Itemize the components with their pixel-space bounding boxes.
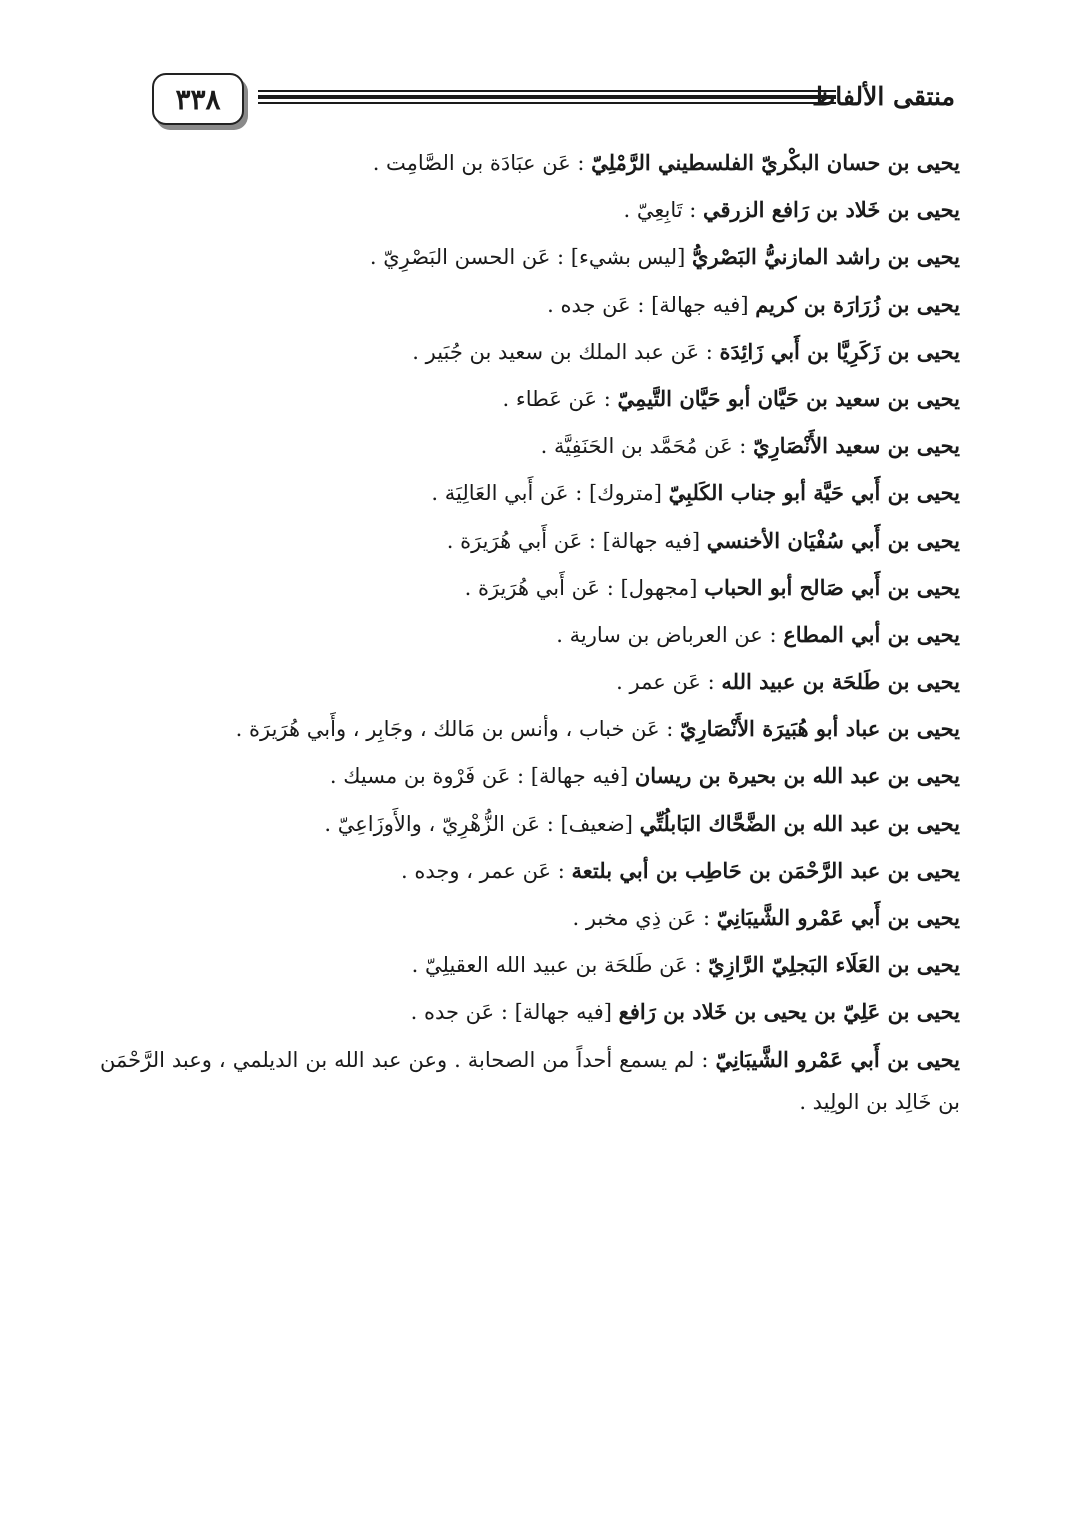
narrator-entry: [100, 195, 960, 225]
narrator-details: : عَن عبَادَة بن الصَّامِت .: [372, 151, 592, 175]
narrator-details: [فيه جهالة] : عَن أَبي هُرَيرَة .: [446, 528, 707, 553]
narrator-name: يحيى بن عبد الله بن الضَّحَّاك البَابلُتِّي: [639, 810, 960, 836]
narrator-details: [فيه جهالة] : عَن فَرْوة بن مسيك .: [329, 764, 635, 789]
narrator-entry: [100, 667, 960, 697]
narrator-name: يحيى بن خَلاد بن رَافع الزرقي: [702, 197, 960, 223]
narrator-entry: [100, 148, 960, 178]
rule-line-top: [258, 90, 836, 92]
narrator-name: يحيى بن عبد الله بن بحيرة بن ريسان: [634, 763, 960, 789]
narrator-name: يحيى بن زَكَرِيَّا بن أَبي زَائِدَة: [719, 338, 960, 364]
narrator-name: يحيى بن زُرَارَة بن كريم: [755, 291, 960, 317]
book-title: منتقى الألفاظ: [812, 82, 955, 111]
narrator-entry: [100, 950, 960, 980]
narrator-details: : عَن عبد الملك بن سعيد بن جُبَير .: [412, 339, 720, 364]
narrator-name: يحيى بن راشد المازنيُّ البَصْريُّ: [692, 244, 960, 270]
narrator-details: [متروك] : عَن أَبي العَالِيَة .: [431, 481, 669, 506]
narrator-entry: [100, 384, 960, 414]
narrator-name: يحيى بن حسان البكْريّ الفلسطيني الرَّمْلِيّ: [591, 150, 960, 175]
narrator-entry: [100, 337, 960, 367]
narrator-name: يحيى بن أَبي عَمْرو الشَّيبَانِيّ: [716, 905, 960, 930]
narrator-entry: [100, 856, 960, 886]
header-rule-divider: [258, 90, 836, 106]
narrator-details: [مجهول] : عَن أَبي هُرَيرَة .: [464, 575, 705, 600]
narrator-entry: [100, 478, 960, 508]
page-number: [152, 73, 244, 125]
rule-line-bottom: [258, 102, 836, 104]
narrator-name: يحيى بن أَبي صَالح أبو الحباب: [704, 574, 960, 600]
narrator-entry: [100, 242, 960, 272]
narrator-details: : عَن مُحَمَّد بن الحَنَفِيَّة .: [540, 434, 754, 459]
narrator-details: [فيه جهالة] : عَن جده .: [410, 1000, 619, 1025]
narrator-details: : عن العرباض بن سارية .: [556, 622, 784, 647]
narrator-name: يحيى بن عبد الرَّحْمَن بن حَاطِب بن أبي بلتعة: [571, 857, 960, 883]
narrator-name: يحيى بن طَلحَة بن عبيد الله: [721, 669, 960, 695]
narrator-details: : لم يسمع أحداً من الصحابة . وعن عبد الله بن الديلمي ، وعبد الرَّحْمَن بن خَالِد بن الولِيد .: [100, 1047, 960, 1114]
narrator-details: : تَابِعِيّ .: [623, 198, 703, 223]
narrator-details: [ليس بشيء] : عَن الحسن البَصْرِيّ .: [369, 245, 693, 270]
narrator-name: يحيى بن العَلَاء البَجلِيّ الرَّازِيّ: [708, 952, 960, 978]
narrator-details: : عَن ذِي مخبر .: [572, 906, 717, 930]
narrator-details: [فيه جهالة] : عَن جده .: [547, 292, 756, 317]
narrator-details: : عَن عمر .: [616, 670, 722, 695]
narrator-name: يحيى بن أَبي سُفْيَان الأخنسي: [706, 527, 960, 553]
narrator-details: [ضعيف] : عَن الزُّهْرِيّ ، والأَوزَاعِيّ .: [324, 811, 640, 836]
narrator-name: يحيى بن سعيد بن حَيَّان أبو حَيَّان التَّيمِيّ: [617, 385, 960, 411]
narrator-details: : عَن عَطاء .: [502, 386, 618, 411]
narrator-entry: [100, 1039, 960, 1123]
narrator-entry: [100, 903, 960, 933]
page-number-text: ٣٣٨: [175, 82, 221, 116]
narrator-name: يحيى بن أَبي عَمْرو الشَّيبَانِيّ: [715, 1046, 960, 1072]
narrator-entry: [100, 997, 960, 1027]
narrator-details: : عَن عمر ، وجده .: [401, 858, 572, 883]
narrator-entry: [100, 290, 960, 320]
rule-line-middle: [258, 95, 836, 99]
narrator-entry: [100, 761, 960, 791]
narrator-entry: [100, 431, 960, 461]
narrator-entry: [100, 714, 960, 744]
narrator-name: يحيى بن أبي المطاع: [783, 621, 960, 647]
narrator-name: يحيى بن أَبي حَيَّة أبو جناب الكَلبِيّ: [668, 480, 960, 506]
page-header: [0, 0, 1075, 140]
narrator-name: يحيى بن عَلِيّ بن يحيى بن خَلاد بن رَافع: [618, 999, 960, 1025]
narrator-details: : عَن طَلحَة بن عبيد الله العقيلِيّ .: [411, 953, 709, 978]
narrator-name: يحيى بن عباد أبو هُبَيرَة الأَنْصَارِيّ: [680, 716, 960, 742]
narrator-entry: [100, 573, 960, 603]
narrator-entry: [100, 526, 960, 556]
narrator-entry: [100, 809, 960, 839]
narrator-list: [100, 148, 960, 1140]
narrator-entry: [100, 620, 960, 650]
narrator-name: يحيى بن سعيد الأَنْصَارِيّ: [753, 433, 960, 459]
narrator-details: : عَن خباب ، وأنس بن مَالك ، وجَابِر ، وأَبي هُرَيرَة .: [235, 717, 681, 742]
